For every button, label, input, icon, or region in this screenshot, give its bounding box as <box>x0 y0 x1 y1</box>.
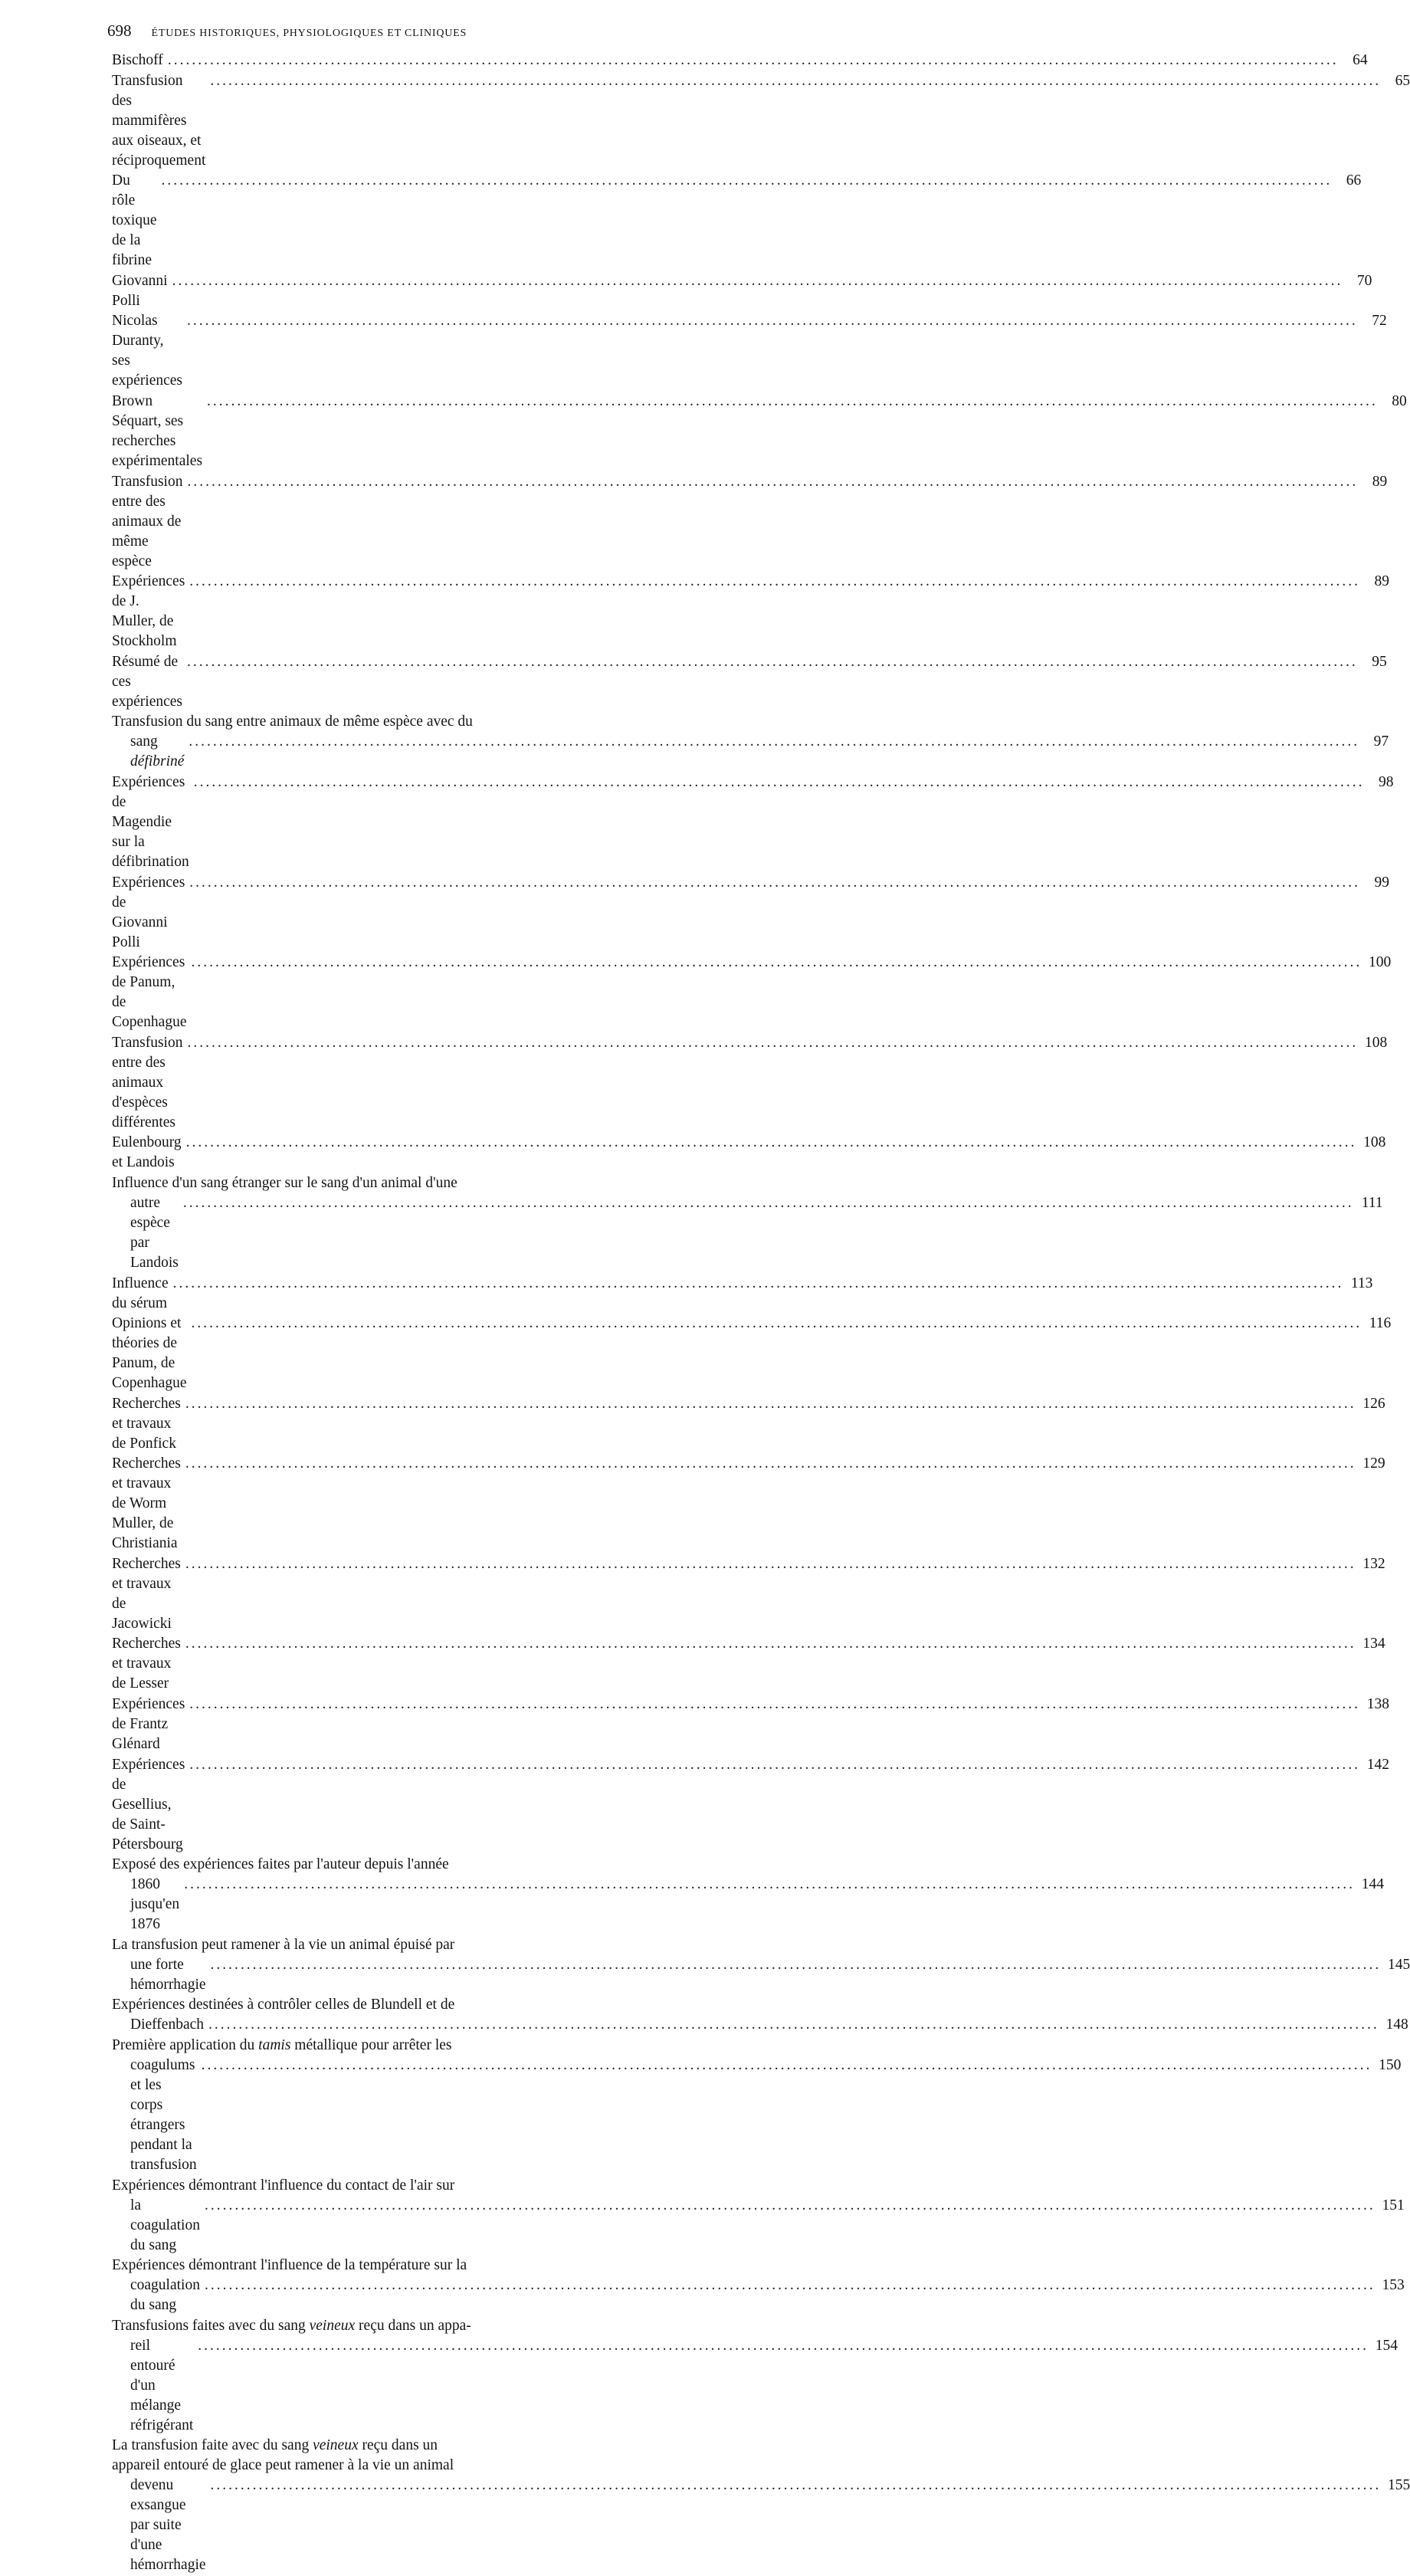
toc-entry <box>112 1855 1384 1934</box>
toc-entry <box>112 1755 1390 1855</box>
toc-page-number: 98 <box>1378 773 1394 790</box>
toc-page-number: 126 <box>1362 1395 1385 1412</box>
toc-page-number: 155 <box>1388 2477 1410 2494</box>
toc-entry-title: Giovanni Polli <box>112 272 168 309</box>
toc-entry-title: une forte hémorrhagie <box>130 1956 206 1993</box>
toc-page-number: 64 <box>1353 52 1368 68</box>
dot-leader <box>189 732 1359 752</box>
toc-entry-title: Expériences de Giovanni Polli <box>112 874 185 950</box>
toc-entry-text: Expériences démontrant l'influence du contact de l'air sur <box>112 2177 455 2194</box>
toc-entry <box>112 652 1387 712</box>
toc-page-number: 89 <box>1374 573 1390 590</box>
toc-entry-title: Dieffenbach <box>130 2016 205 2033</box>
toc-entry-text: Transfusion du sang entre animaux de même espèce avec du <box>112 714 473 730</box>
toc-page-number: 153 <box>1382 2277 1405 2294</box>
toc-entry-title: Expériences de Gesellius, de Saint-Pétersbourg <box>112 1756 185 1852</box>
toc-entry-title: Recherches et travaux de Ponfick <box>112 1395 181 1452</box>
dot-leader <box>191 953 1362 973</box>
dot-leader <box>185 1634 1356 1654</box>
toc-entry-title: coagulums et les corps étrangers pendant la transfusion <box>130 2057 197 2174</box>
toc-entry <box>112 712 1389 772</box>
toc-entry <box>112 171 1362 271</box>
toc-entry <box>112 1995 1408 2035</box>
toc-page-number: 154 <box>1375 2337 1399 2354</box>
toc-page-number: 145 <box>1388 1956 1410 1973</box>
dot-leader <box>168 51 1339 71</box>
toc-entry-title: Eulenbourg et Landois <box>112 1134 182 1171</box>
toc-page-number: 99 <box>1374 874 1390 891</box>
table-of-contents <box>112 51 1410 2576</box>
toc-page-number: 134 <box>1362 1636 1385 1652</box>
toc-entry-text: Expériences destinées à contrôler celles de Blundell et de <box>112 1997 455 2013</box>
toc-entry-text: Exposé des expériences faites par l'auteur depuis l'année <box>112 1856 449 1873</box>
toc-entry-title: la coagulation du sang <box>130 2197 200 2253</box>
dot-leader <box>185 1554 1356 1574</box>
toc-entry <box>112 71 1410 171</box>
running-title: ÉTUDES HISTORIQUES, PHYSIOLOGIQUES ET CLINIQUES <box>151 28 467 39</box>
dot-leader <box>187 652 1358 672</box>
page-number: 698 <box>107 21 132 40</box>
dot-leader <box>202 2056 1372 2076</box>
dot-leader <box>205 2196 1376 2216</box>
toc-entry-text: appareil entouré de glace peut ramener à la vie un animal <box>112 2457 454 2474</box>
toc-entry-title: Expériences de Frantz Glénard <box>112 1696 185 1753</box>
toc-entry-title: Transfusion entre des animaux d'espèces différentes <box>112 1034 183 1130</box>
toc-page-number: 97 <box>1373 733 1389 750</box>
toc-entry <box>112 472 1388 572</box>
toc-page-number: 116 <box>1369 1315 1392 1332</box>
toc-entry-title: Expériences de Panum, de Copenhague <box>112 954 187 1031</box>
dot-leader <box>211 2476 1382 2496</box>
toc-entry-title: coagulation du sang <box>130 2277 200 2314</box>
toc-page-number: 150 <box>1379 2057 1402 2074</box>
toc-entry <box>112 773 1394 872</box>
dot-leader <box>211 1955 1382 1975</box>
toc-entry <box>112 1935 1410 1995</box>
dot-leader <box>189 1695 1360 1715</box>
toc-entry <box>112 1634 1385 1694</box>
toc-entry <box>112 1274 1373 1314</box>
toc-entry <box>112 2176 1405 2256</box>
toc-entry-title: Expériences de Magendie sur la défibrination <box>112 773 189 870</box>
dot-leader <box>191 1314 1362 1334</box>
toc-entry-title: Expériences de J. Muller, de Stockholm <box>112 573 185 650</box>
dot-leader <box>161 171 1332 191</box>
dot-leader <box>185 1394 1356 1414</box>
toc-entry <box>112 2316 1399 2436</box>
toc-page-number: 148 <box>1385 2016 1408 2033</box>
toc-entry <box>112 2256 1405 2315</box>
toc-entry <box>112 2036 1402 2175</box>
toc-entry <box>112 1554 1385 1634</box>
dot-leader <box>172 271 1343 291</box>
toc-entry-text: Première application du tamis métallique pour arrêter les <box>112 2037 452 2054</box>
toc-page-number: 142 <box>1366 1756 1390 1773</box>
toc-entry-title: sang défibriné <box>130 733 185 770</box>
toc-entry-text: La transfusion faite avec du sang veineux reçu dans un <box>112 2437 438 2454</box>
toc-entry <box>112 311 1387 391</box>
page-header <box>107 21 590 48</box>
toc-entry-title: Du rôle toxique de la fibrine <box>112 172 157 269</box>
toc-entry-title: autre espèce par Landois <box>130 1194 179 1271</box>
toc-page-number: 113 <box>1350 1275 1373 1291</box>
toc-entry-text: La transfusion peut ramener à la vie un animal épuisé par <box>112 1936 455 1953</box>
toc-entry <box>112 1133 1386 1173</box>
toc-entry-title: Recherches et travaux de Lesser <box>112 1636 181 1692</box>
dot-leader <box>187 472 1358 492</box>
dot-leader <box>183 1193 1354 1213</box>
toc-entry-title: devenu exsangue par suite d'une hémorrhagie <box>130 2477 206 2574</box>
toc-entry <box>112 1695 1390 1754</box>
toc-page-number: 132 <box>1362 1555 1385 1572</box>
toc-entry-title: Transfusion entre des animaux de même espèce <box>112 473 183 569</box>
toc-page-number: 89 <box>1372 473 1388 490</box>
toc-entry-title: reil entouré d'un mélange réfrigérant <box>130 2337 194 2433</box>
dot-leader <box>198 2336 1369 2356</box>
toc-entry <box>112 572 1390 651</box>
toc-entry-title: Recherches et travaux de Jacowicki <box>112 1555 181 1632</box>
toc-entry <box>112 392 1407 471</box>
toc-page-number: 65 <box>1395 72 1410 89</box>
dot-leader <box>194 773 1365 792</box>
toc-entry-text: Transfusions faites avec du sang veineux reçu dans un appa- <box>112 2317 471 2334</box>
toc-page-number: 80 <box>1392 392 1407 409</box>
toc-entry-title: Influence du sérum <box>112 1275 169 1311</box>
dot-leader <box>189 572 1360 592</box>
toc-page-number: 108 <box>1363 1134 1386 1151</box>
toc-entry-title: 1860 jusqu'en 1876 <box>130 1876 180 1933</box>
toc-page-number: 144 <box>1361 1876 1384 1893</box>
toc-entry <box>112 271 1372 311</box>
toc-entry <box>112 1314 1392 1393</box>
toc-entry <box>112 51 1368 71</box>
toc-entry <box>112 1454 1385 1554</box>
toc-entry-title: Nicolas Duranty, ses expériences <box>112 313 183 389</box>
toc-entry <box>112 873 1390 953</box>
toc-page-number: 129 <box>1362 1455 1385 1472</box>
dot-leader <box>189 873 1360 893</box>
dot-leader <box>208 2015 1379 2035</box>
toc-page-number: 72 <box>1372 313 1387 330</box>
dot-leader <box>185 1454 1356 1474</box>
toc-entry-title: Recherches et travaux de Worm Muller, de Christiania <box>112 1455 181 1552</box>
toc-entry-title: Résumé de ces expériences <box>112 653 183 710</box>
toc-entry <box>112 1033 1388 1133</box>
dot-leader <box>173 1274 1344 1294</box>
toc-entry-title: Transfusion des mammifères aux oiseaux, et réciproquement <box>112 72 206 169</box>
dot-leader <box>189 1755 1360 1775</box>
dot-leader <box>187 311 1358 331</box>
toc-page-number: 95 <box>1372 653 1387 670</box>
toc-entry-title: Opinions et théories de Panum, de Copenhague <box>112 1315 187 1392</box>
toc-entry-title: Brown Séquart, ses recherches expérimentales <box>112 392 203 469</box>
dot-leader <box>187 1033 1358 1053</box>
dot-leader <box>184 1875 1355 1895</box>
dot-leader <box>205 2276 1376 2295</box>
dot-leader <box>186 1133 1357 1153</box>
dot-leader <box>210 71 1381 91</box>
toc-entry-text: Influence d'un sang étranger sur le sang d'un animal d'une <box>112 1174 457 1191</box>
toc-page-number: 100 <box>1368 954 1392 971</box>
toc-page-number: 111 <box>1361 1194 1383 1211</box>
toc-page-number: 108 <box>1364 1034 1388 1051</box>
toc-entry-text: Expériences démontrant l'influence de la température sur la <box>112 2257 467 2274</box>
toc-entry <box>112 1394 1385 1454</box>
toc-page-number: 70 <box>1356 272 1372 289</box>
dot-leader <box>207 392 1378 412</box>
toc-entry <box>112 953 1392 1032</box>
toc-entry <box>112 1173 1383 1273</box>
toc-entry-title: Bischoff <box>112 52 163 68</box>
toc-entry <box>112 2436 1410 2575</box>
toc-page-number: 66 <box>1346 172 1362 189</box>
toc-page-number: 151 <box>1382 2197 1405 2213</box>
toc-page-number: 138 <box>1366 1696 1390 1713</box>
